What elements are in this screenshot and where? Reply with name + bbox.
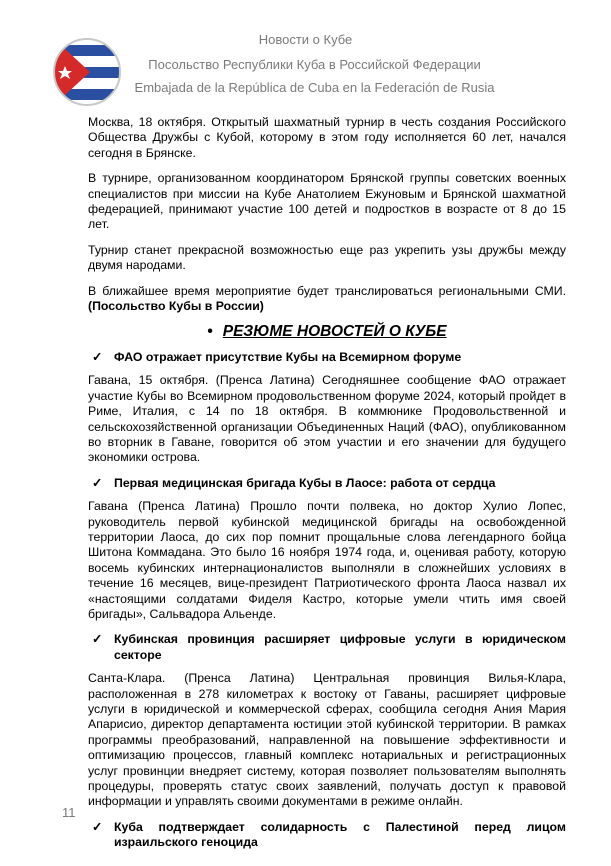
intro-source: (Посольство Кубы в России)	[88, 299, 264, 314]
page-body	[88, 115, 566, 859]
bullet-icon: •	[207, 323, 213, 341]
checkmark-icon: ✓	[92, 632, 103, 647]
news-title-3: Кубинская провинция расширяет цифровые услуги в юридическом секторе	[114, 632, 566, 662]
news-item-title	[88, 476, 566, 491]
checkmark-icon: ✓	[92, 349, 103, 364]
section-heading	[88, 324, 566, 339]
header-embassy-es: Embajada de la República de Cuba en la Federación de Rusia	[134, 80, 495, 95]
page-header	[0, 0, 611, 100]
news-item-title	[88, 350, 566, 365]
section-title: РЕЗЮМЕ НОВОСТЕЙ О КУБЕ	[222, 323, 447, 341]
intro-paragraph-4-text: В ближайшее время мероприятие будет транслироваться региональными СМИ.	[88, 283, 566, 298]
news-text-3: Санта-Клара. (Пренса Латина) Центральная провинция Вилья-Клара, расположенная в 278 километрах к востоку от Гаваны, расширяет цифровые услуги в юридической и коммерческой сферах, сообщила сегодня Ания Мария Апарисио, директор департамента юстиции этой кубинской территории. В рамках программы преобразований, направленной на повышение эффективности и оптимизацию процессов, главный комплекс нотариальных и регистрационных услуг провинции внедряет систему, которая позволяет пользователям выполнять процедуры, проверять статус своих заявлений, получать доступ к правовой информации и управлять своими документами в режиме онлайн.	[88, 671, 566, 809]
header-title: Новости о Кубе	[258, 32, 353, 47]
checkmark-icon: ✓	[92, 475, 103, 490]
intro-paragraph-4	[88, 284, 566, 315]
cuba-flag-logo	[52, 37, 122, 107]
checkmark-icon: ✓	[92, 819, 103, 834]
news-title-4: Куба подтверждает солидарность с Палестиной перед лицом израильского геноцида	[114, 819, 566, 850]
intro-paragraph-3: Турнир станет прекрасной возможностью еще раз укрепить узы дружбы между двумя народами.	[88, 242, 566, 273]
news-text-1: Гавана, 15 октября. (Пренса Латина) Сегодняшнее сообщение ФАО отражает участие Кубы во Всемирном продовольственном форуме 2024, который пройдет в Риме, Италия, с 14 по 18 октября. В коммюнике Продовольственной и сельскохозяйственной организации Объединенных Наций (ФАО), опубликованном во вторник в Гаване, говорится об этом участии и его значении для будущего экономики острова.	[88, 373, 566, 465]
page-number: 11	[62, 805, 76, 820]
intro-paragraph-2: В турнире, организованном координатором Брянской группы советских военных специалистов при миссии на Кубе Анатолием Ежуновым и Брянской шахматной федерацией, принимают участие 100 детей и подростков в возрасте от 8 до 15 лет.	[88, 171, 566, 232]
news-title-1: ФАО отражает присутствие Кубы на Всемирном форуме	[114, 349, 462, 364]
news-title-2: Первая медицинская бригада Кубы в Лаосе: работа от сердца	[114, 475, 496, 490]
news-item-title	[88, 632, 566, 663]
intro-paragraph-1: Москва, 18 октября. Открытый шахматный турнир в честь создания Российского Общества Дружбы с Кубой, которому в этом году исполняется 60 лет, начался сегодня в Брянске.	[88, 115, 566, 160]
news-text-2: Гавана (Пренса Латина) Прошло почти полвека, но доктор Хулио Лопес, руководитель первой кубинской медицинской бригады на освобожденной территории Лаоса, до сих пор помнит прощальные слова легендарного бойца Шитона Коммадана. Это было 16 ноября 1974 года, и, оценивая работу, которую восемь кубинских интернационалистов выполняли в сложнейших условиях в течение 16 месяцев, вице-президент Патриотического фронта Лаоса назвал их «настоящими солдатами Фиделя Кастро, которые умели чтить имя своей бригады», Сальвадора Альенде.	[88, 499, 566, 621]
header-embassy-ru: Посольство Республики Куба в Российской Федерации	[148, 57, 481, 72]
news-item-title	[88, 820, 566, 851]
